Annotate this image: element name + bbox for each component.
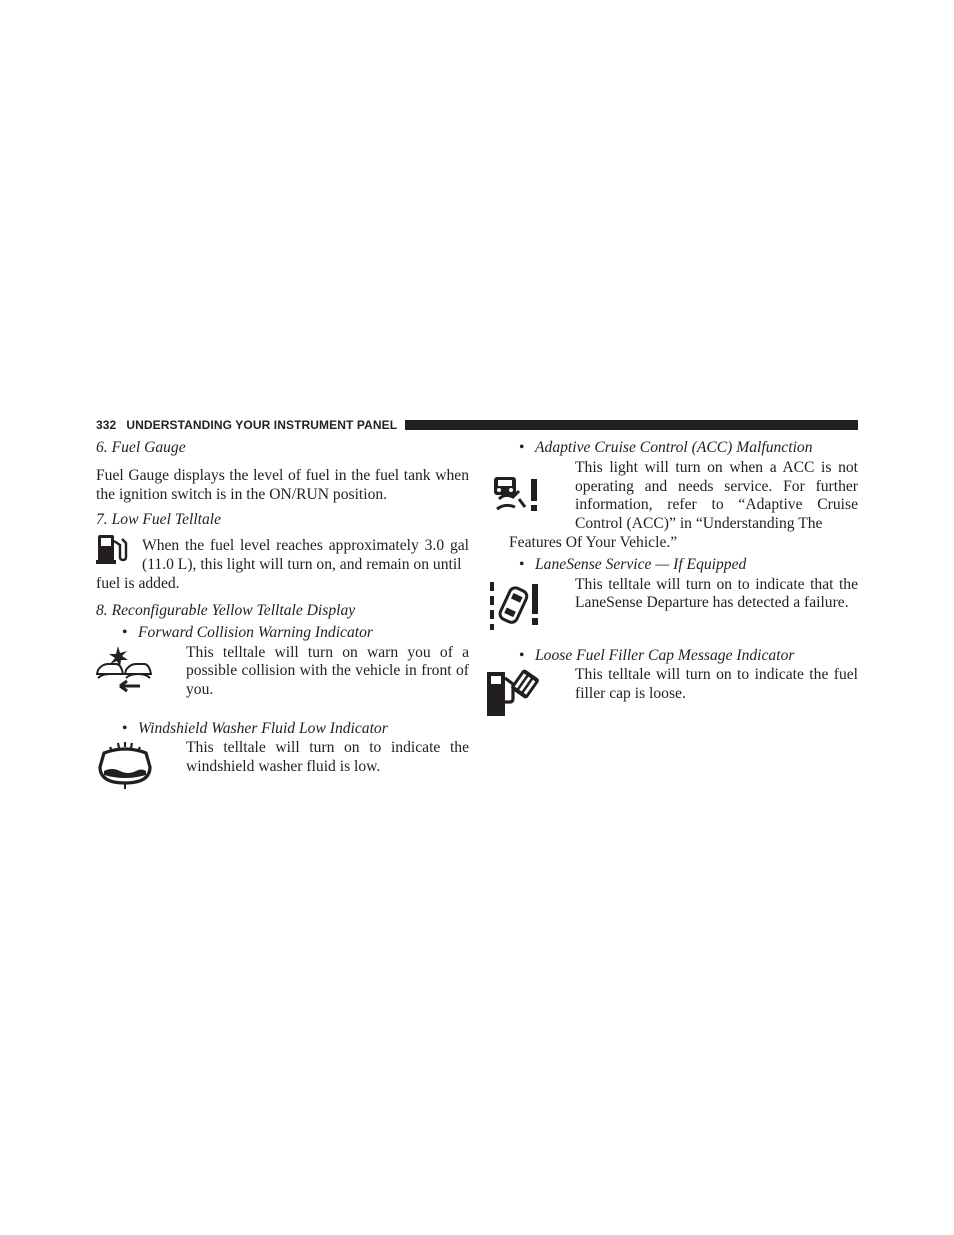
acc-malfunction-text-a: This light will turn on when a ACC is not operating and needs service. For further information, refer to “Adaptive Cruise Control (ACC)” in “Understanding The (575, 458, 858, 533)
low-fuel-text-a: When the fuel level reaches approximately 3.0 gal (11.0 L), this light will turn on, and remain on until (142, 537, 469, 573)
acc-malfunction-icon (491, 473, 541, 517)
low-fuel-heading: 7. Low Fuel Telltale (96, 511, 222, 529)
header-rule (405, 420, 858, 430)
washer-fluid-text: This telltale will turn on to indicate the windshield washer fluid is low. (186, 739, 469, 776)
acc-malfunction-block (509, 459, 858, 534)
fuel-gauge-heading: 6. Fuel Gauge (96, 439, 186, 456)
washer-fluid-title: • Windshield Washer Fluid Low Indicator (122, 719, 388, 737)
washer-fluid-icon (96, 739, 154, 795)
reconfigurable-heading: 8. Reconfigurable Yellow Telltale Display (96, 601, 356, 619)
page-number: 332 (96, 418, 117, 432)
fuel-cap-title: • Loose Fuel Filler Cap Message Indicator (519, 646, 795, 664)
acc-malfunction-text-b: Features Of Your Vehicle.” (509, 533, 678, 551)
fuel-cap-block (509, 666, 858, 722)
fuel-gauge-text: Fuel Gauge displays the level of fuel in the fuel tank when the ignition switch is in the ON/RUN position. (96, 466, 469, 503)
forward-collision-title: • Forward Collision Warning Indicator (122, 623, 373, 641)
lanesense-icon (487, 578, 543, 632)
low-fuel-block (96, 537, 469, 575)
low-fuel-text-b: fuel is added. (96, 575, 180, 593)
chapter-title: UNDERSTANDING YOUR INSTRUMENT PANEL (126, 418, 398, 432)
forward-collision-icon (96, 642, 154, 700)
washer-fluid-block (96, 739, 469, 795)
lanesense-block (509, 576, 858, 642)
acc-malfunction-title: • Adaptive Cruise Control (ACC) Malfunction (519, 439, 813, 456)
forward-collision-block (96, 644, 469, 706)
right-column (509, 439, 858, 722)
forward-collision-text: This telltale will turn on warn you of a possible collision with the vehicle in front of you. (186, 643, 469, 699)
lanesense-title: • LaneSense Service — If Equipped (519, 555, 747, 573)
fuel-cap-text: This telltale will turn on to indicate the fuel filler cap is loose. (575, 666, 858, 703)
fuel-cap-icon (485, 664, 541, 720)
left-column (96, 439, 469, 795)
page-header (96, 416, 858, 434)
lanesense-text: This telltale will turn on to indicate that the LaneSense Departure has detected a failure. (575, 575, 858, 612)
fuel-pump-icon (96, 533, 130, 565)
